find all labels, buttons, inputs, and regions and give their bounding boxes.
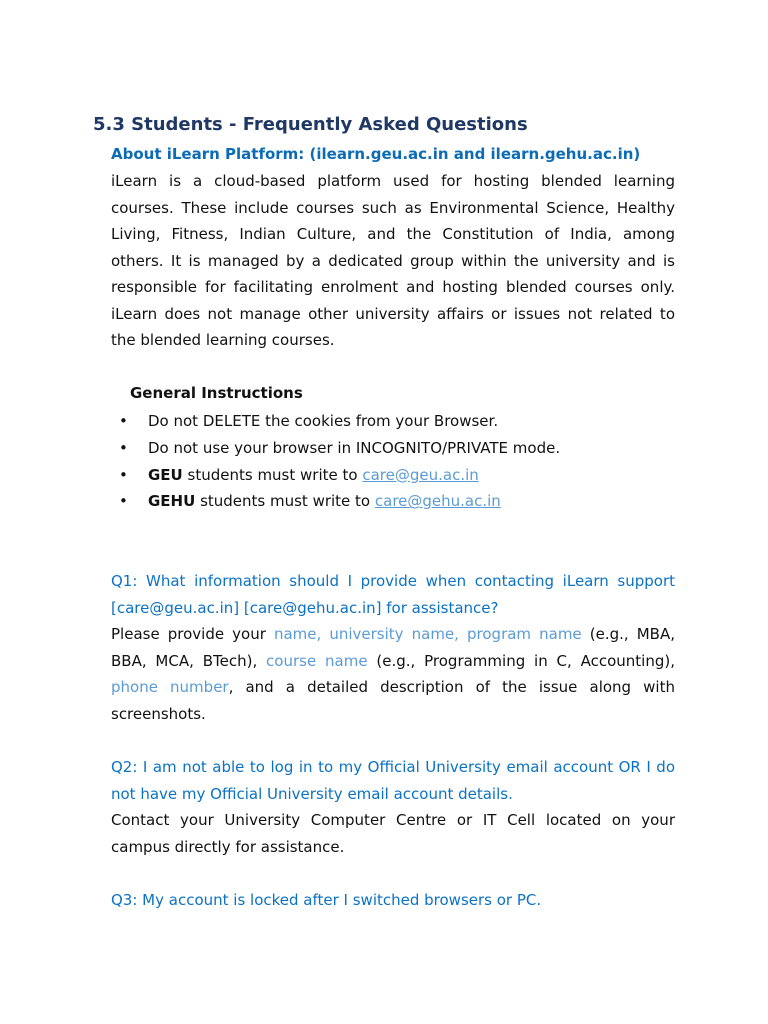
gehu-email-link[interactable]: care@gehu.ac.in — [374, 492, 501, 511]
list-item — [111, 462, 675, 489]
list-item — [111, 435, 675, 462]
bullet-icon: • — [119, 465, 128, 484]
list-item — [111, 408, 675, 435]
faq-question-1: Q1: What information should I provide when contacting iLearn support [care@geu.ac.in] [care@gehu.ac.in] for assistance? — [111, 572, 675, 617]
general-instructions-heading: General Instructions — [130, 384, 303, 402]
answer-text: (e.g., Programming in C, Accounting), — [367, 651, 675, 670]
intro-paragraph: iLearn is a cloud-based platform used for hosting blended learning courses. These include courses such as Environmental Science, Healthy Living, Fitness, Indian Culture, and the Constitution of India, among others. It is managed by a dedicated group within the university and is responsible for facilitating enrolment and hosting blended courses only. iLearn does not manage other university affairs or issues not related to the blended learning courses. — [111, 172, 675, 349]
answer-text: (e.g., MBA, BBA, MCA, BTech), — [111, 625, 675, 670]
geu-email-link[interactable]: care@geu.ac.in — [362, 465, 479, 484]
list-item-text: students must write to — [182, 465, 363, 484]
section-title: 5.3 Students - Frequently Asked Questions — [93, 114, 528, 135]
faq-answer-2: Contact your University Computer Centre or IT Cell located on your campus directly for assistance. — [111, 811, 675, 856]
answer-text: , and a detailed description of the issue along with screenshots. — [111, 678, 675, 723]
bullet-icon: • — [119, 492, 128, 511]
list-item-text: Do not DELETE the cookies from your Browser. — [148, 412, 499, 430]
bullet-icon: • — [119, 438, 128, 457]
faq-question-2: Q2: I am not able to log in to my Official University email account OR I do not have my Official University email account details. — [111, 758, 675, 803]
faq-question-3: Q3: My account is locked after I switched browsers or PC. — [111, 891, 542, 909]
list-item-text: students must write to — [195, 492, 375, 511]
list-item-bold: GEHU — [148, 492, 196, 511]
bullet-icon: • — [119, 412, 128, 430]
answer-highlight: course name — [266, 651, 368, 670]
answer-highlight: name, university name, program name — [273, 625, 582, 643]
answer-highlight: phone number — [111, 678, 229, 696]
list-item — [111, 488, 675, 515]
list-item-bold: GEU — [148, 465, 183, 484]
answer-text: Please provide your — [111, 625, 274, 643]
faq-answer-1 — [111, 621, 675, 727]
about-ilearn-heading: About iLearn Platform: (ilearn.geu.ac.in and ilearn.gehu.ac.in) — [111, 145, 641, 163]
list-item-text: Do not use your browser in INCOGNITO/PRIVATE mode. — [148, 438, 561, 457]
general-instructions-list — [111, 408, 675, 515]
